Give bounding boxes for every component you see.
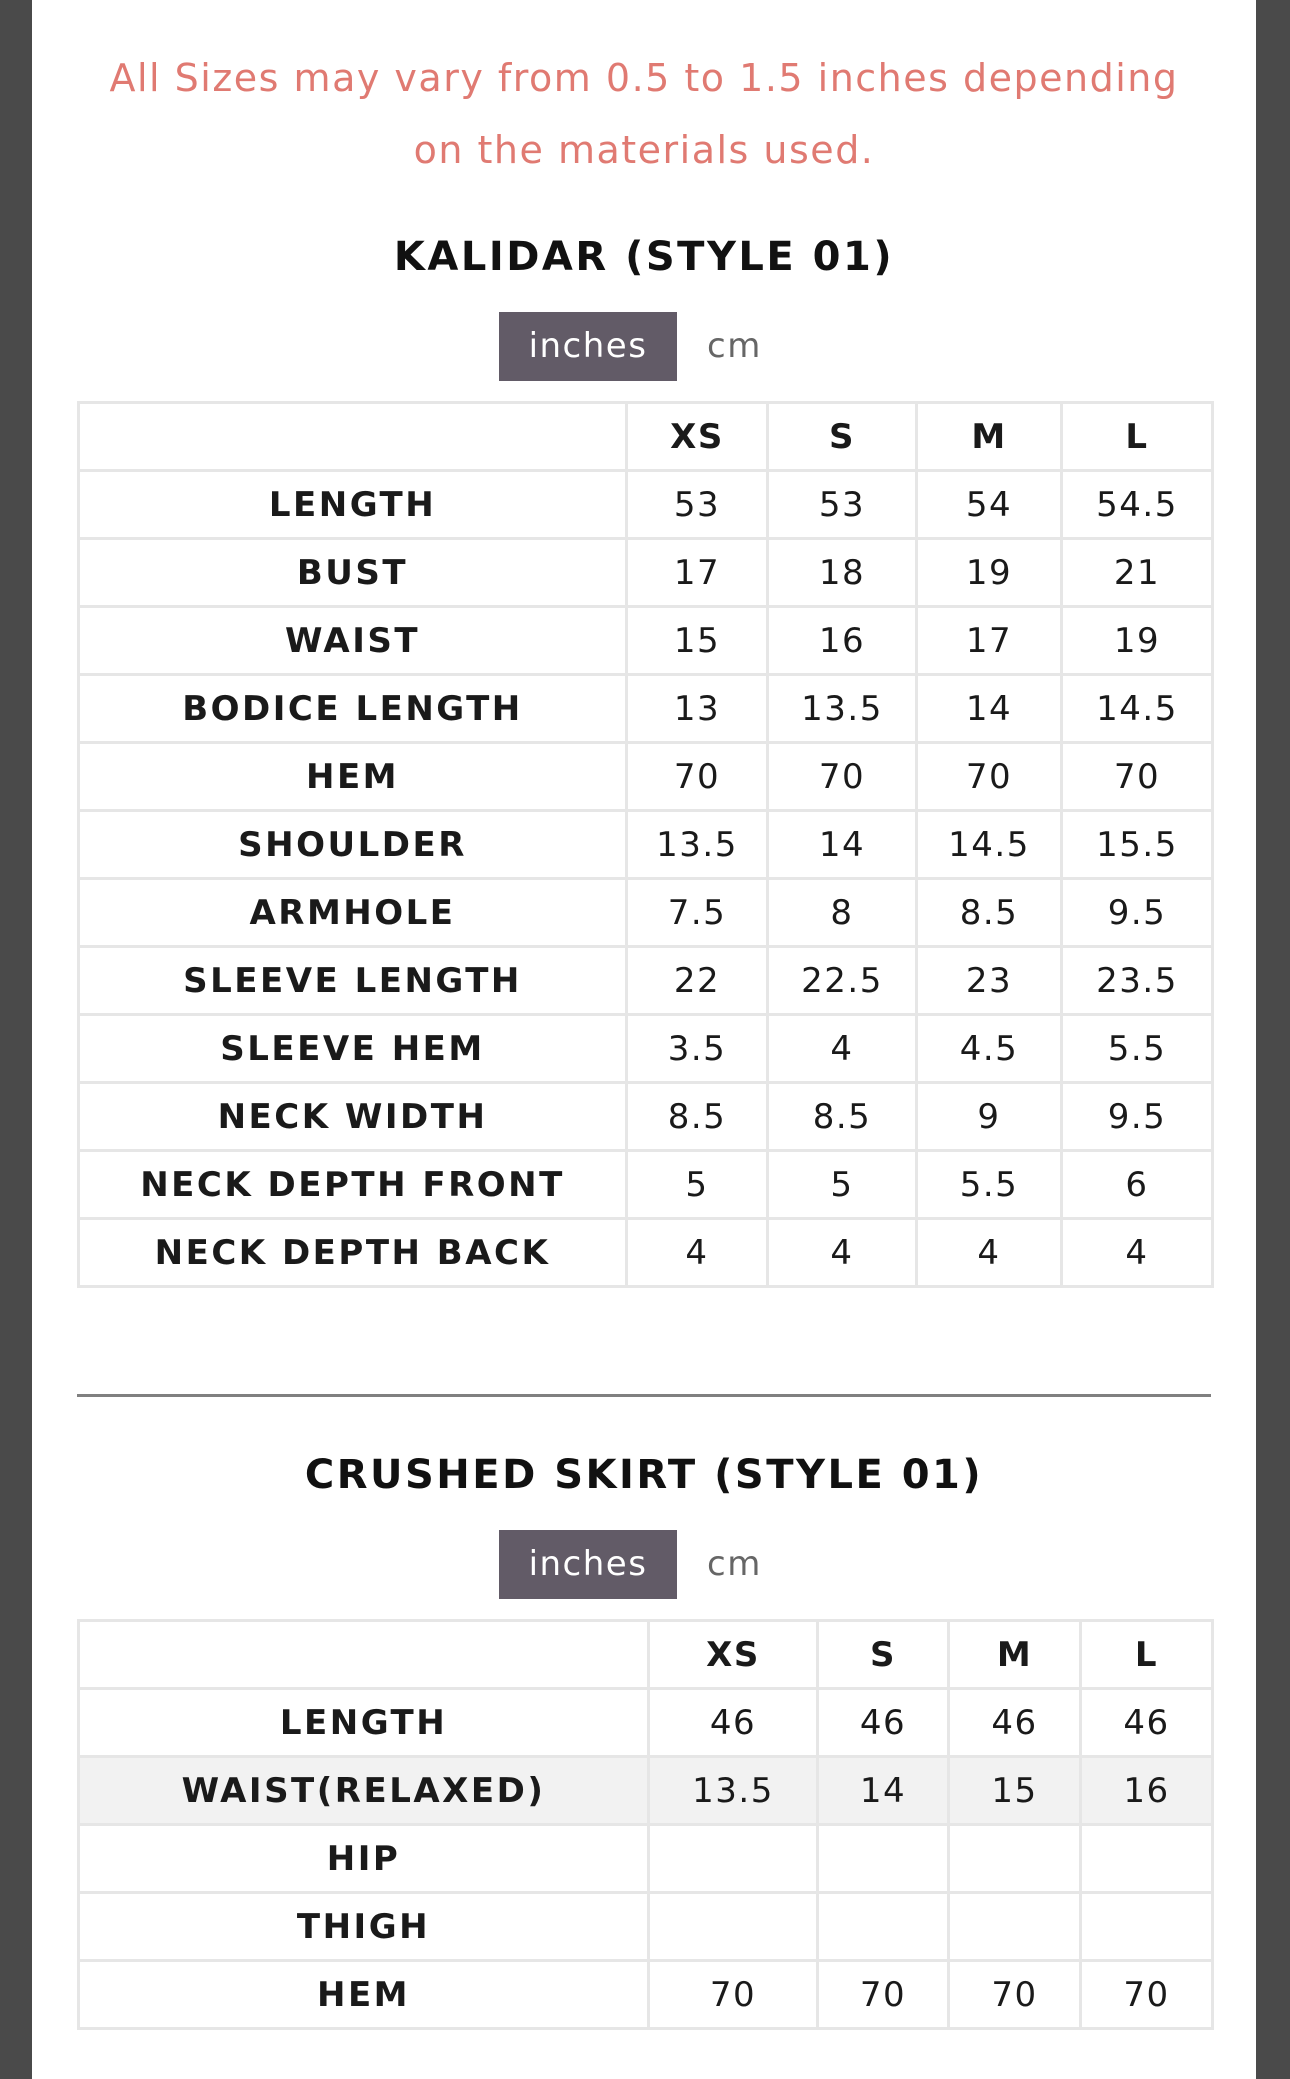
size-header-xs: XS bbox=[649, 1621, 818, 1689]
measurement-value: 46 bbox=[818, 1689, 949, 1757]
measurement-value: 23.5 bbox=[1062, 947, 1213, 1015]
measurement-value: 17 bbox=[917, 607, 1062, 675]
measurement-value: 53 bbox=[768, 471, 917, 539]
measurement-value: 46 bbox=[1081, 1689, 1213, 1757]
measurement-value: 7.5 bbox=[627, 879, 768, 947]
table-row bbox=[79, 1825, 1213, 1893]
measurement-value: 46 bbox=[649, 1689, 818, 1757]
table-row bbox=[79, 675, 1213, 743]
measurement-value: 9.5 bbox=[1062, 1083, 1213, 1151]
table-row bbox=[79, 811, 1213, 879]
table-row bbox=[79, 947, 1213, 1015]
kalidar-inches-button[interactable]: inches bbox=[499, 312, 677, 381]
measurement-label: SLEEVE LENGTH bbox=[79, 947, 627, 1015]
measurement-value: 16 bbox=[768, 607, 917, 675]
measurement-value: 70 bbox=[917, 743, 1062, 811]
skirt-title: CRUSHED SKIRT (STYLE 01) bbox=[304, 1452, 984, 1498]
table-row bbox=[79, 1961, 1213, 2029]
skirt-cm-button[interactable]: cm bbox=[707, 1544, 762, 1584]
table-row bbox=[79, 1689, 1213, 1757]
measurement-value: 3.5 bbox=[627, 1015, 768, 1083]
measurement-label: SLEEVE HEM bbox=[79, 1015, 627, 1083]
size-guide-page bbox=[32, 0, 1256, 2079]
measurement-value: 54.5 bbox=[1062, 471, 1213, 539]
measurement-value: 70 bbox=[768, 743, 917, 811]
table-row bbox=[79, 1015, 1213, 1083]
header-blank-cell bbox=[79, 1621, 649, 1689]
kalidar-cm-button[interactable]: cm bbox=[707, 326, 762, 366]
section-divider bbox=[77, 1394, 1211, 1397]
size-variance-notice bbox=[32, 42, 1256, 186]
measurement-value: 18 bbox=[768, 539, 917, 607]
measurement-value: 22.5 bbox=[768, 947, 917, 1015]
measurement-label: SHOULDER bbox=[79, 811, 627, 879]
skirt-inches-button[interactable]: inches bbox=[499, 1530, 677, 1599]
measurement-label: HEM bbox=[79, 1961, 649, 2029]
measurement-value: 46 bbox=[949, 1689, 1081, 1757]
measurement-value bbox=[949, 1825, 1081, 1893]
measurement-value: 14 bbox=[818, 1757, 949, 1825]
measurement-label: HEM bbox=[79, 743, 627, 811]
measurement-value: 17 bbox=[627, 539, 768, 607]
measurement-label: LENGTH bbox=[79, 1689, 649, 1757]
measurement-label: NECK DEPTH FRONT bbox=[79, 1151, 627, 1219]
table-row bbox=[79, 1151, 1213, 1219]
measurement-label: NECK WIDTH bbox=[79, 1083, 627, 1151]
measurement-label: LENGTH bbox=[79, 471, 627, 539]
measurement-value: 22 bbox=[627, 947, 768, 1015]
table-row bbox=[79, 1219, 1213, 1287]
size-header-m: M bbox=[949, 1621, 1081, 1689]
measurement-value: 16 bbox=[1081, 1757, 1213, 1825]
skirt-size-table bbox=[77, 1619, 1214, 2030]
measurement-value: 19 bbox=[1062, 607, 1213, 675]
size-header-s: S bbox=[818, 1621, 949, 1689]
measurement-value: 70 bbox=[818, 1961, 949, 2029]
measurement-value: 13 bbox=[627, 675, 768, 743]
table-row bbox=[79, 1757, 1213, 1825]
size-header-l: L bbox=[1062, 403, 1213, 471]
measurement-value: 9.5 bbox=[1062, 879, 1213, 947]
measurement-label: WAIST bbox=[79, 607, 627, 675]
measurement-value: 13.5 bbox=[768, 675, 917, 743]
table-row bbox=[79, 879, 1213, 947]
measurement-value: 13.5 bbox=[627, 811, 768, 879]
table-row bbox=[79, 743, 1213, 811]
measurement-value: 15 bbox=[627, 607, 768, 675]
measurement-value: 19 bbox=[917, 539, 1062, 607]
measurement-value: 8.5 bbox=[768, 1083, 917, 1151]
measurement-value: 53 bbox=[627, 471, 768, 539]
measurement-value: 70 bbox=[1081, 1961, 1213, 2029]
measurement-value: 9 bbox=[917, 1083, 1062, 1151]
measurement-value: 70 bbox=[627, 743, 768, 811]
measurement-label: NECK DEPTH BACK bbox=[79, 1219, 627, 1287]
header-blank-cell bbox=[79, 403, 627, 471]
measurement-value: 4.5 bbox=[917, 1015, 1062, 1083]
measurement-value: 21 bbox=[1062, 539, 1213, 607]
measurement-value: 4 bbox=[768, 1015, 917, 1083]
table-row bbox=[79, 539, 1213, 607]
measurement-value: 6 bbox=[1062, 1151, 1213, 1219]
measurement-value bbox=[649, 1893, 818, 1961]
size-header-s: S bbox=[768, 403, 917, 471]
measurement-label: BUST bbox=[79, 539, 627, 607]
measurement-value: 4 bbox=[627, 1219, 768, 1287]
measurement-value: 14 bbox=[768, 811, 917, 879]
measurement-value: 15.5 bbox=[1062, 811, 1213, 879]
measurement-value bbox=[818, 1825, 949, 1893]
notice-line-1: All Sizes may vary from 0.5 to 1.5 inches depending bbox=[109, 56, 1179, 100]
measurement-label: HIP bbox=[79, 1825, 649, 1893]
measurement-label: BODICE LENGTH bbox=[79, 675, 627, 743]
kalidar-table-body bbox=[79, 471, 1213, 1287]
measurement-value: 14.5 bbox=[917, 811, 1062, 879]
measurement-value: 70 bbox=[649, 1961, 818, 2029]
measurement-value: 8 bbox=[768, 879, 917, 947]
measurement-label: THIGH bbox=[79, 1893, 649, 1961]
measurement-value: 70 bbox=[949, 1961, 1081, 2029]
measurement-value: 70 bbox=[1062, 743, 1213, 811]
measurement-value: 5 bbox=[768, 1151, 917, 1219]
measurement-value: 14 bbox=[917, 675, 1062, 743]
measurement-label: WAIST(RELAXED) bbox=[79, 1757, 649, 1825]
measurement-value bbox=[649, 1825, 818, 1893]
kalidar-title: KALIDAR (STYLE 01) bbox=[393, 234, 895, 280]
measurement-value: 8.5 bbox=[627, 1083, 768, 1151]
measurement-value bbox=[1081, 1825, 1213, 1893]
notice-line-2: on the materials used. bbox=[413, 128, 875, 172]
skirt-table-body bbox=[79, 1689, 1213, 2029]
measurement-value: 15 bbox=[949, 1757, 1081, 1825]
table-header-row bbox=[79, 1621, 1213, 1689]
measurement-value: 14.5 bbox=[1062, 675, 1213, 743]
measurement-value: 4 bbox=[917, 1219, 1062, 1287]
size-header-l: L bbox=[1081, 1621, 1213, 1689]
table-row bbox=[79, 1083, 1213, 1151]
table-row bbox=[79, 1893, 1213, 1961]
skirt-unit-toggle bbox=[499, 1530, 762, 1599]
measurement-value bbox=[949, 1893, 1081, 1961]
measurement-value: 4 bbox=[1062, 1219, 1213, 1287]
size-header-xs: XS bbox=[627, 403, 768, 471]
measurement-value: 8.5 bbox=[917, 879, 1062, 947]
kalidar-unit-toggle bbox=[499, 312, 762, 381]
table-header-row bbox=[79, 403, 1213, 471]
measurement-value: 13.5 bbox=[649, 1757, 818, 1825]
measurement-value bbox=[818, 1893, 949, 1961]
measurement-value: 23 bbox=[917, 947, 1062, 1015]
table-row bbox=[79, 607, 1213, 675]
measurement-value: 54 bbox=[917, 471, 1062, 539]
measurement-label: ARMHOLE bbox=[79, 879, 627, 947]
measurement-value: 5.5 bbox=[917, 1151, 1062, 1219]
kalidar-size-table bbox=[77, 401, 1214, 1288]
measurement-value: 4 bbox=[768, 1219, 917, 1287]
measurement-value: 5 bbox=[627, 1151, 768, 1219]
table-row bbox=[79, 471, 1213, 539]
measurement-value: 5.5 bbox=[1062, 1015, 1213, 1083]
size-header-m: M bbox=[917, 403, 1062, 471]
measurement-value bbox=[1081, 1893, 1213, 1961]
